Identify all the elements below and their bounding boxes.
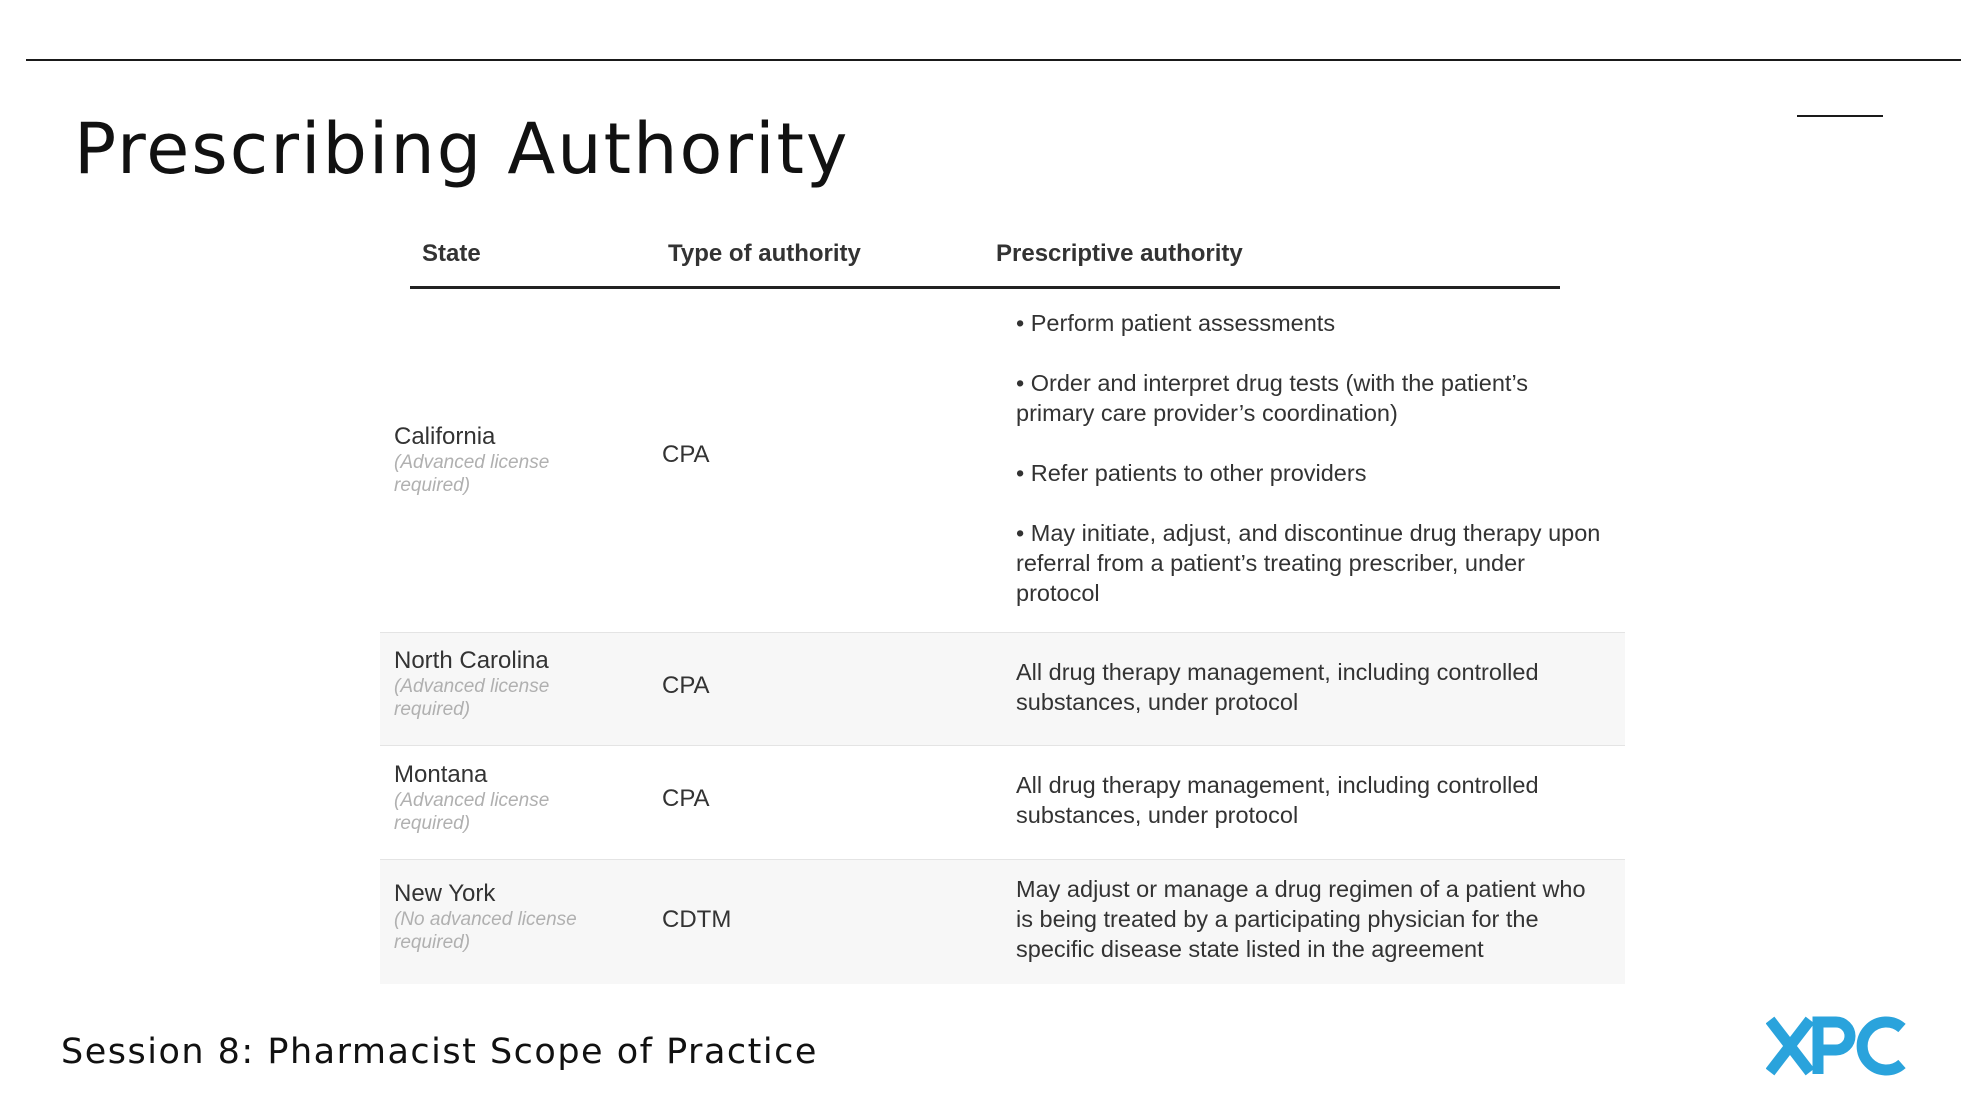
authority-description: May adjust or manage a drug regimen of a patient who is being treated by a participating physician for the specific disease state listed in the agreement bbox=[1016, 876, 1586, 962]
state-name: Montana bbox=[394, 761, 488, 788]
license-note: (Advanced license required) bbox=[394, 676, 550, 720]
license-note: (Advanced license required) bbox=[394, 790, 550, 834]
authority-description: All drug therapy management, including controlled substances, under protocol bbox=[1016, 772, 1539, 828]
table-row bbox=[380, 860, 1625, 984]
authority-type: CDTM bbox=[662, 906, 732, 933]
state-cell bbox=[394, 761, 604, 835]
slide-title: Prescribing Authority bbox=[74, 108, 850, 190]
authority-bullet: • Refer patients to other providers bbox=[1016, 460, 1367, 486]
state-name: New York bbox=[394, 880, 496, 907]
authority-bullet: • May initiate, adjust, and discontinue drug therapy upon referral from a patient’s treating prescriber, under protocol bbox=[1016, 520, 1601, 606]
state-cell bbox=[394, 647, 604, 721]
table-row bbox=[380, 633, 1625, 746]
authority-bullet: • Order and interpret drug tests (with the patient’s primary care provider’s coordination) bbox=[1016, 370, 1528, 426]
header-type: Type of authority bbox=[668, 240, 861, 267]
header-authority: Prescriptive authority bbox=[996, 240, 1243, 267]
header-state: State bbox=[422, 240, 481, 267]
top-divider bbox=[26, 59, 1961, 61]
authority-type: CPA bbox=[662, 672, 710, 699]
authority-description bbox=[1016, 308, 1601, 608]
authority-type: CPA bbox=[662, 785, 710, 812]
authority-bullet: • Perform patient assessments bbox=[1016, 310, 1336, 336]
authority-type: CPA bbox=[662, 441, 710, 468]
table-row bbox=[380, 288, 1625, 633]
xpc-logo bbox=[1766, 1016, 1908, 1076]
table-row bbox=[380, 746, 1625, 860]
state-name: California bbox=[394, 423, 496, 450]
state-cell bbox=[394, 423, 604, 497]
authority-description: All drug therapy management, including controlled substances, under protocol bbox=[1016, 659, 1539, 715]
logo-text: XPC bbox=[1766, 1016, 1769, 1017]
corner-accent-line bbox=[1797, 115, 1883, 117]
table-header bbox=[380, 226, 1625, 288]
state-name: North Carolina bbox=[394, 647, 549, 674]
state-cell bbox=[394, 880, 604, 954]
license-note: (No advanced license required) bbox=[394, 909, 577, 953]
license-note: (Advanced license required) bbox=[394, 452, 550, 496]
authority-table bbox=[380, 226, 1625, 984]
session-footer: Session 8: Pharmacist Scope of Practice bbox=[61, 1032, 818, 1072]
